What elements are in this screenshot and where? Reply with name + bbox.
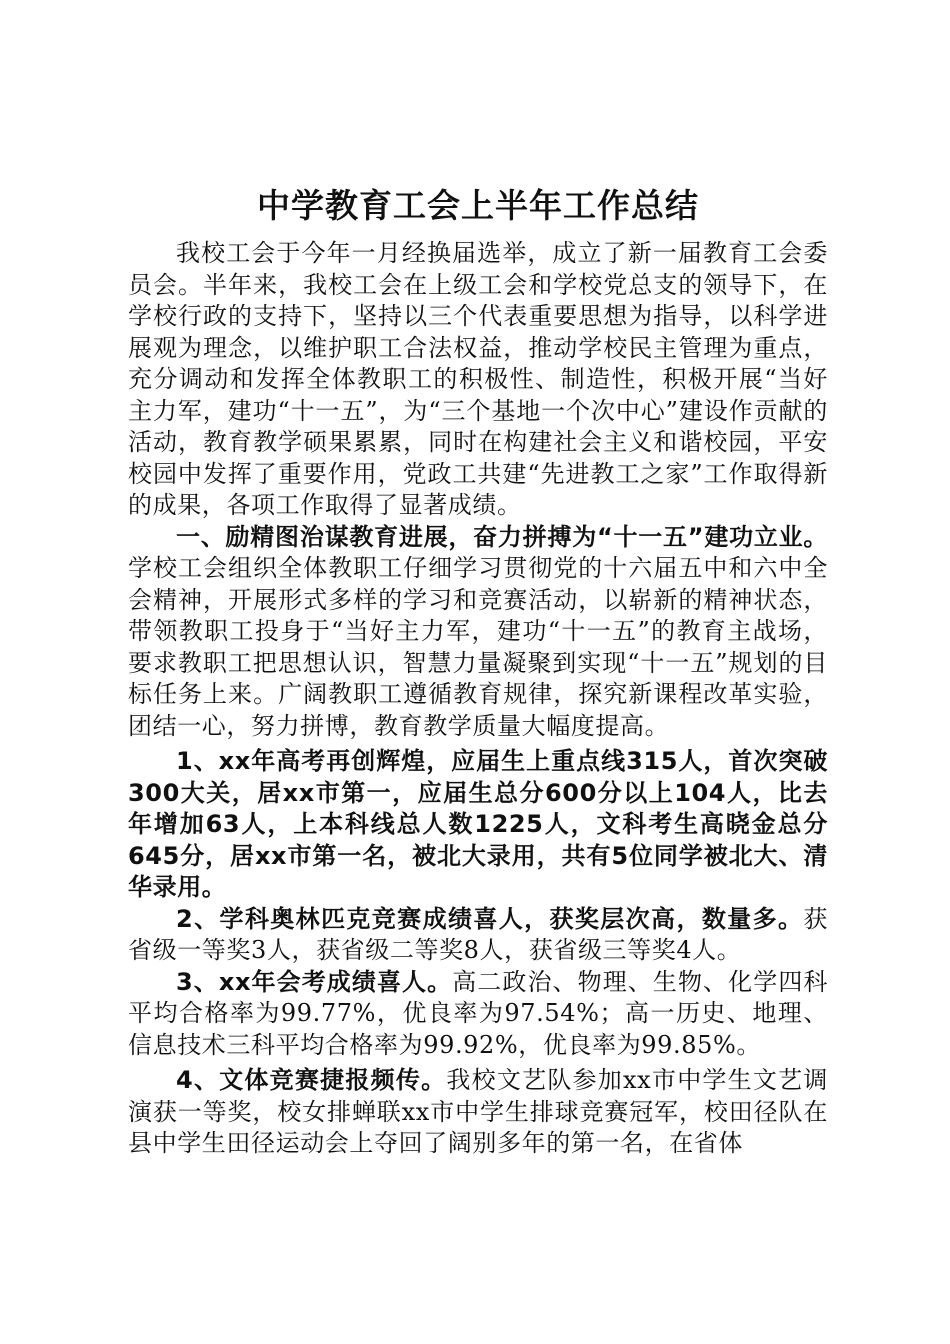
section-1-paragraph bbox=[128, 522, 828, 743]
intro-paragraph: 我校工会于今年一月经换届选举，成立了新一届教育工会委员会。半年来，我校工会在上级工会和学校党总支的领导下，在学校行政的支持下，坚持以三个代表重要思想为指导，以科学进展观为理念，以维护职工合法权益，推动学校民主管理为重点，充分调动和发挥全体教职工的积极性、制造性，积极开展“当好主力军，建功“十一五”，为“三个基地一个次中心”建设作贡献的活动，教育教学硕果累累，同时在构建社会主义和谐校园，平安校园中发挥了重要作用，党政工共建“先进教工之家”工作取得新的成果，各项工作取得了显著成绩。 bbox=[128, 239, 828, 519]
document-page bbox=[128, 180, 828, 1160]
item-3-paragraph bbox=[128, 967, 828, 1062]
document-title: 中学教育工会上半年工作总结 bbox=[257, 186, 699, 225]
section-1-heading: 一、励精图治谋教育进展，奋力拼搏为“十一五”建功立业。 bbox=[176, 522, 828, 551]
section-1-body: 学校工会组织全体教职工仔细学习贯彻党的十六届五中和六中全会精神，开展形式多样的学习和竞赛活动，以崭新的精神状态，带领教职工投身于“当好主力军，建功“十一五”的教育主战场，要求教职工把思想认识，智慧力量凝聚到实现“十一五”规划的目标任务上来。广阔教职工遵循教育规律，探究新课程改革实验，团结一心，努力拼博，教育教学质量大幅度提高。 bbox=[128, 554, 828, 740]
item-3-heading: 3、xx年会考成绩喜人。 bbox=[176, 967, 453, 996]
item-4-paragraph bbox=[128, 1065, 828, 1160]
item-4-heading: 4、文体竞赛捷报频传。 bbox=[176, 1066, 447, 1094]
item-3-body: 高二政治、物理、生物、化学四科平均合格率为99.77%，优良率为97.54%；高一历史、地理、信息技术三科平均合格率为99.92%，优良率为99.85%。 bbox=[128, 967, 829, 1059]
item-2-body: 获省级一等奖3人，获省级二等奖8人，获省级三等奖4人。 bbox=[128, 904, 828, 964]
item-2-heading: 2、学科奥林匹克竞赛成绩喜人，获奖层次高，数量多。 bbox=[176, 904, 804, 933]
item-2-paragraph bbox=[128, 904, 828, 967]
item-4-body: 我校文艺队参加xx市中学生文艺调演获一等奖，校女排蝉联xx市中学生排球竞赛冠军，校田径队在县中学生田径运动会上夺回了阔别多年的第一名，在省体 bbox=[128, 1066, 828, 1157]
item-1-paragraph: 1、xx年高考再创辉煌，应届生上重点线315人，首次突破300大关，居xx市第一，应届生总分600分以上104人，比去年增加63人，上本科线总人数1225人，文科考生高晓金总分645分，居xx市第一名，被北大录用，共有5位同学被北大、清华录用。 bbox=[128, 747, 828, 901]
